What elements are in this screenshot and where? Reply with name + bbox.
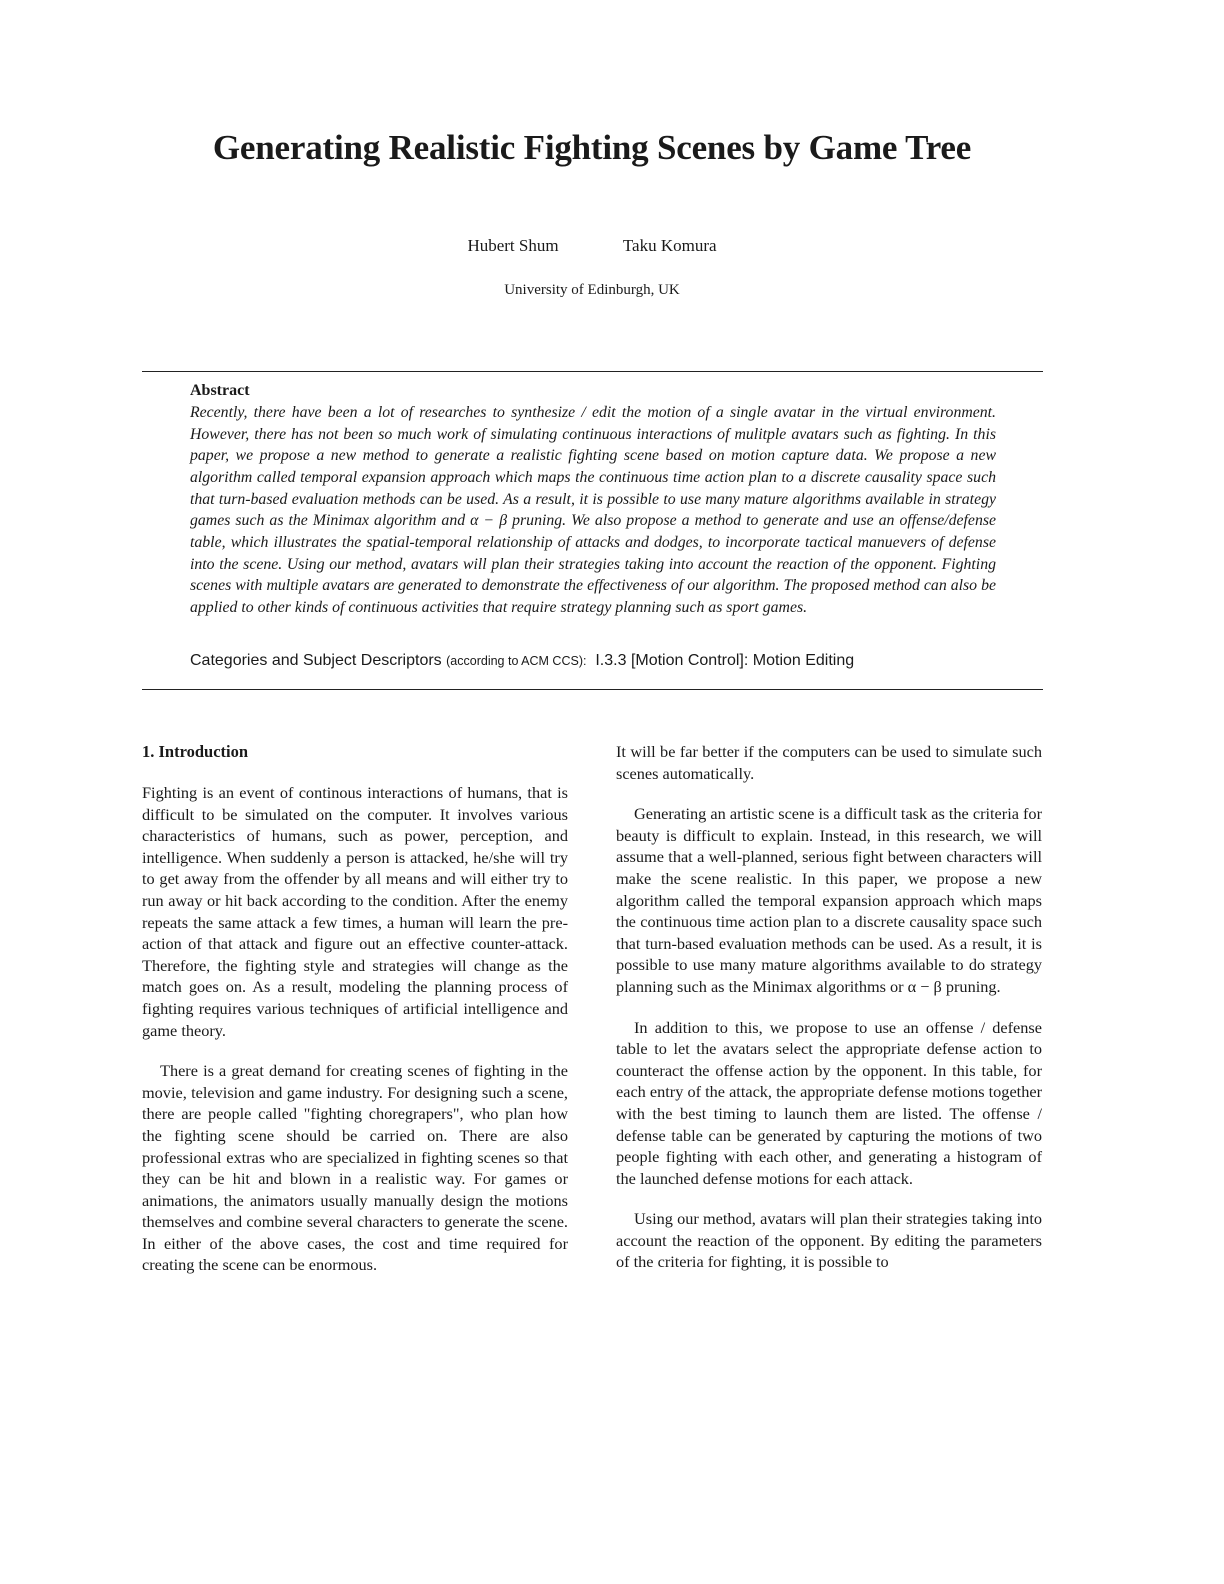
author-list [0,236,1184,256]
categories-note: (according to ACM CCS): [446,654,587,668]
author-name: Hubert Shum [467,236,559,255]
body-paragraph: In addition to this, we propose to use an offense / defense table to let the avatars select the appropriate defense action to counteract the offense action by the opponent. In this table, for each entry of the attack, the appropriate defense motions together with the best timing to launch them are listed. The offense / defense table can be generated by capturing the motions of two people fighting with each other, and generating a histogram of the launched defense motions for each attack. [616,1017,1042,1188]
abstract-heading: Abstract [190,382,250,399]
left-column [142,741,568,1295]
section-heading: 1. Introduction [142,742,249,761]
body-paragraph: There is a great demand for creating scenes of fighting in the movie, television and game industry. For designing such a scene, there are people called "fighting choregrapers", who plan how the fighting scene should be carried on. There are also professional extras who are specialized in fighting scenes so that they can be hit and blown in a realistic way. For games or animations, the animators usually manually design the motions themselves and combine several characters to generate the scene. In either of the above cases, the cost and time required for creating the scene can be enormous. [142,1061,568,1275]
body-paragraph: It will be far better if the computers can be used to simulate such scenes automatically. [616,742,1042,783]
body-paragraph: Fighting is an event of continous interactions of humans, that is difficult to be simulated on the computer. It involves various characteristics of humans, such as power, perception, and intelligence. When suddenly a person is attacked, he/she will try to get away from the offender by all means and will either try to run away or hit back according to the condition. After the enemy repeats the same attack a few times, a human will learn the pre-action of that attack and figure out an effective counter-attack. Therefore, the fighting style and strategies will change as the match goes on. As a result, modeling the planning process of fighting requires various techniques of artificial intelligence and game theory. [142,783,568,1040]
categories-line [190,652,1010,670]
right-column [616,741,1042,1292]
body-paragraph: Using our method, avatars will plan their strategies taking into account the reaction of the opponent. By editing the parameters of the criteria for fighting, it is possible to [616,1209,1042,1272]
categories-label: Categories and Subject Descriptors [190,652,442,669]
abstract-block [190,382,996,619]
body-paragraph: Generating an artistic scene is a difficult task as the criteria for beauty is difficult to explain. Instead, in this research, we will assume that a well-planned, serious fight between characters will make the scene realistic. In this paper, we propose a new algorithm called the temporal expansion approach which maps the continuous time action plan to a discrete causality space such that turn-based evaluation methods can be used. As a result, it is possible to use many mature algorithms available to do strategy planning such as the Minimax algorithms or α − β pruning. [616,804,1042,996]
abstract-top-rule [142,371,1043,372]
abstract-bottom-rule [142,689,1043,690]
paper-title: Generating Realistic Fighting Scenes by Game Tree [212,128,972,167]
categories-value: I.3.3 [Motion Control]: Motion Editing [595,652,855,669]
author-name: Taku Komura [622,236,717,255]
affiliation: University of Edinburgh, UK [504,282,680,298]
abstract-text: Recently, there have been a lot of researches to synthesize / edit the motion of a single avatar in the virtual environment. However, there has not been so much work of simulating continuous interactions of mulitple avatars such as fighting. In this paper, we propose a new method to generate a realistic fighting scene based on motion capture data. We propose a new algorithm called temporal expansion approach which maps the continuous time action plan to a discrete causality space such that turn-based evaluation methods can be used. As a result, it is possible to use many mature algorithms available in strategy games such as the Minimax algorithm and α − β pruning. We also propose a method to generate and use an offense/defense table, which illustrates the spatial-temporal relationship of attacks and dodges, to incorporate tactical manuevers of defense into the scene. Using our method, avatars will plan their strategies taking into account the reaction of the opponent. Fighting scenes with multiple avatars are generated to demonstrate the effectiveness of our algorithm. The proposed method can also be applied to other kinds of continuous activities that require strategy planning such as sport games. [190,404,996,616]
